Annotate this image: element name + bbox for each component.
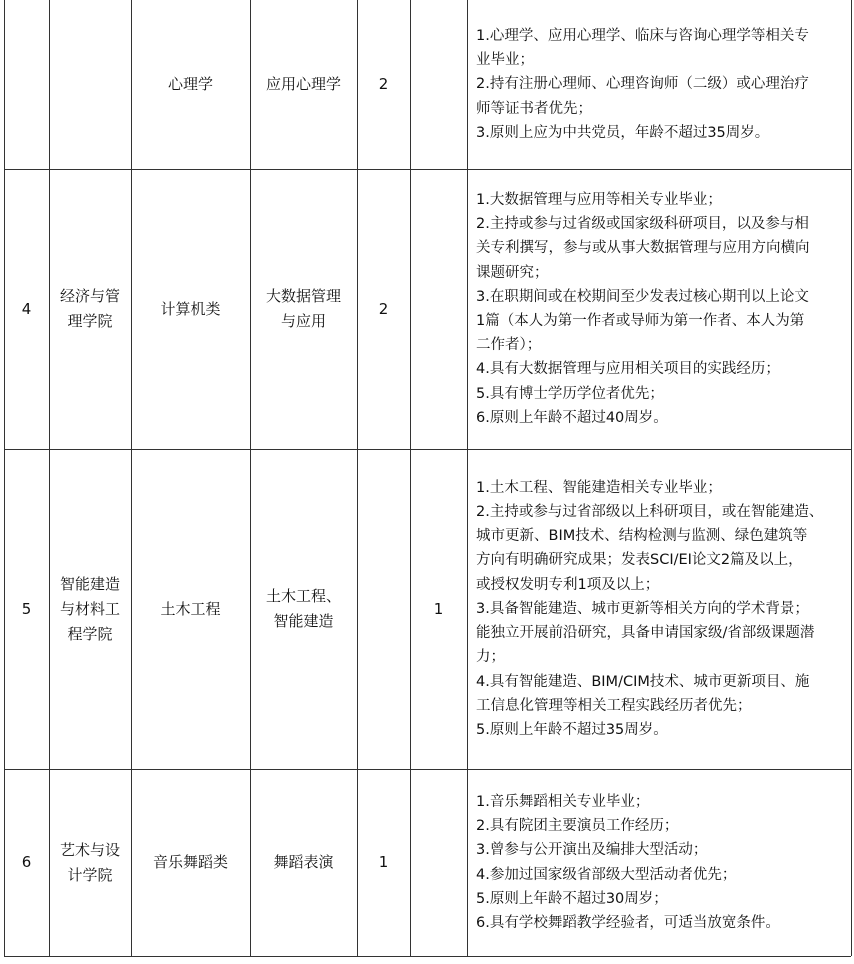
category-cell: 计算机类 (160, 299, 221, 318)
requirement-line: 2.主持或参与过省级或国家级科研项目，以及参与相 (476, 216, 809, 233)
requirement-line: 城市更新、BIM技术、结构检测与监测、绿色建筑等 (476, 528, 808, 545)
requirement-line: 1.心理学、应用心理学、临床与咨询心理学等相关专 (476, 27, 809, 44)
requirement-line: 6.原则上年龄不超过40周岁。 (476, 409, 668, 426)
count-cell: 2 (378, 75, 389, 93)
count-cell: 2 (378, 299, 389, 318)
requirement-line: 4.具有大数据管理与应用相关项目的实践经历； (476, 361, 780, 378)
major-cell: 应用心理学 (265, 75, 341, 93)
college-cell: 智能建造 与材料工 程学院 (59, 574, 120, 643)
requirement-line: 或授权发明专利1项及以上； (476, 576, 660, 593)
requirement-line: 关专利撰写，参与或从事大数据管理与应用方向横向 (476, 240, 810, 257)
index-cell: 6 (21, 853, 32, 871)
requirement-line: 5.具有博士学历学位者优先； (476, 385, 664, 402)
category-cell: 音乐舞蹈类 (152, 853, 228, 871)
college-cell: 艺术与设 计学院 (59, 840, 120, 884)
grid-line (4, 956, 851, 957)
requirement-line: 方向有明确研究成果；发表SCI/EI论文2篇及以上， (476, 552, 803, 569)
requirement-line: 5.原则上年龄不超过35周岁。 (476, 721, 668, 738)
requirement-line: 力； (476, 649, 505, 666)
table-row (0, 769, 854, 956)
requirement-line: 工信息化管理等相关工程实践经历者优先； (476, 697, 752, 714)
requirement-line: 1篇（本人为第一作者或导师为第一作者、本人为第 (476, 313, 805, 329)
requirement-line: 能独立开展前沿研究，具备申请国家级/省部级课题潜 (476, 625, 815, 642)
major-cell: 舞蹈表演 (273, 853, 334, 871)
category-cell: 土木工程 (160, 599, 221, 618)
requirements-cell (476, 449, 846, 769)
college-cell: 经济与管 理学院 (59, 287, 120, 330)
requirement-line: 3.具备智能建造、城市更新等相关方向的学术背景； (476, 600, 809, 617)
requirement-line: 业毕业； (476, 52, 534, 69)
requirement-line: 2.持有注册心理师、心理咨询师（二级）或心理治疗 (476, 76, 809, 93)
table-row (0, 0, 854, 169)
table-row (0, 169, 854, 449)
category-cell: 心理学 (167, 75, 213, 93)
requirement-line: 5.原则上年龄不超过30周岁； (476, 890, 668, 907)
requirement-line: 2.主持或参与过省部级以上科研项目，或在智能建造、 (476, 504, 824, 521)
requirement-line: 1.音乐舞蹈相关专业毕业； (476, 793, 650, 810)
index-cell: 5 (21, 599, 32, 618)
requirement-line: 2.具有院团主要演员工作经历； (476, 818, 679, 835)
major-cell: 土木工程、 智能建造 (265, 587, 341, 630)
requirements-cell (476, 0, 846, 169)
requirement-line: 4.参加过国家级省部级大型活动者优先； (476, 866, 737, 883)
count-cell: 1 (433, 599, 444, 618)
requirement-line: 课题研究； (476, 264, 549, 281)
requirements-cell (476, 169, 846, 449)
count-cell: 1 (378, 853, 389, 871)
requirement-line: 师等证书者优先； (476, 100, 592, 117)
requirement-line: 3.原则上应为中共党员，年龄不超过35周岁。 (476, 124, 770, 141)
requirement-line: 1.大数据管理与应用等相关专业毕业； (476, 191, 722, 208)
requirement-line: 3.在职期间或在校期间至少发表过核心期刊以上论文 (476, 288, 809, 305)
requirement-line: 4.具有智能建造、BIM/CIM技术、城市更新项目、施 (476, 673, 810, 690)
requirement-line: 6.具有学校舞蹈教学经验者，可适当放宽条件。 (476, 914, 780, 931)
major-cell: 大数据管理 与应用 (265, 287, 341, 330)
requirement-line: 3.曾参与公开演出及编排大型活动； (476, 842, 708, 859)
index-cell (4, 0, 49, 169)
requirement-line: 1.土木工程、智能建造相关专业毕业； (476, 479, 722, 496)
requirements-cell (476, 769, 846, 956)
requirement-line: 二作者）； (476, 337, 542, 354)
index-cell: 4 (21, 299, 32, 318)
table-row (0, 449, 854, 769)
